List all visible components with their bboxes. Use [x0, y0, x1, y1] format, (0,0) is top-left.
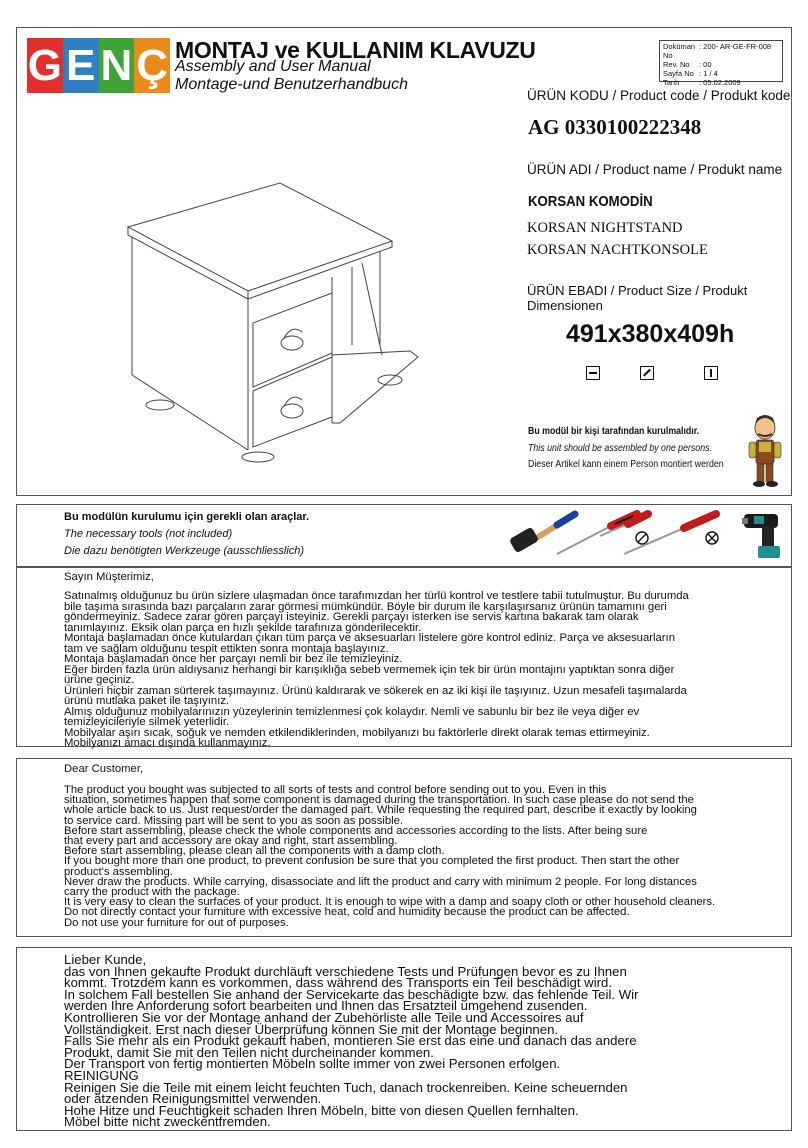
text-line: whole article back to us. Just request/order the damaged part. While requesting the required part, describe it exactly by looking	[64, 804, 697, 817]
text-line: Almış olduğunuz mobilyalarınızın yüzeylerinin temizlenmesi çok kolaydır. Nemli ve sabunlu bir bez ile veya diğer ev	[64, 705, 640, 718]
doc-info-key: Sayfa No	[663, 69, 694, 78]
product-size-label: ÜRÜN EBADI / Product Size / Produkt Dimensionen	[527, 283, 748, 313]
text-line: göndermeyiniz. Sadece zarar gören parçayı isteyiniz. Gerekli parçayı isterken ise servis kartına bakarak tam olarak	[64, 611, 639, 623]
text-line: temizleyicileriyle silmek yeterlidir.	[64, 716, 230, 728]
doc-info-key: Rev. No	[663, 60, 690, 69]
document-title: MONTAJ ve KULLANIM KLAVUZU	[175, 37, 536, 63]
text-line: situation, sometimes happen that some component is damaged during the transportation. In such case please do not send the	[64, 794, 694, 807]
logo-letter: Ç	[134, 38, 170, 93]
doc-info-row	[663, 60, 779, 69]
text-line: REINIGUNG	[64, 1068, 139, 1083]
text-line: Satınalmış olduğunuz bu ürün sizlere ulaşmadan önce tarafımızdan her türlü kontrol ve testlere tabii tutulmuştur. Bu durumda	[64, 590, 689, 602]
document-info-box	[659, 40, 783, 87]
height-dimension-icon	[704, 366, 718, 380]
text-line: Möbel bitte nicht zweckentfremden.	[64, 1114, 271, 1130]
text-line: Vollständigkeit. Erst nach dieser Überprüfung können Sie mit der Montage beginnen.	[64, 1021, 559, 1037]
product-code-label: ÜRÜN KODU / Product code / Produkt kode	[527, 88, 791, 103]
text-line: Montaja başlamadan önce kutulardan çıkan tüm parça ve aksesuarları listelere göre kontrol ediniz. Parça ve aksesuarların	[64, 632, 675, 644]
doc-info-key: Tarih	[663, 78, 680, 87]
text-line: Ürünleri hiçbir zaman sürterek taşımayınız. Ürünü kaldırarak ve sökerek en az iki kişi ile taşıyınız. Uzun mesafeli taşımalarda	[64, 684, 687, 697]
product-name-de: KORSAN NACHTKONSOLE	[527, 242, 708, 258]
text-line: to service card. Missing part will be sent to you as soon as possible.	[64, 814, 404, 827]
product-name-tr: KORSAN KOMODİN	[528, 193, 653, 210]
drill-icon	[740, 508, 784, 560]
text-line: The product you bought was subjected to all sorts of tests and control before sending out to you. Even in this	[64, 784, 607, 796]
text-line: ürüne geçiniz.	[64, 674, 135, 686]
text-line: Never draw the products. While carrying, disassociate and lift the product and carry with minimum 2 people. For long distances	[64, 875, 697, 888]
brand-logo	[27, 38, 170, 93]
nightstand-illustration	[120, 175, 420, 465]
doc-info-row	[663, 78, 779, 87]
text-line: Hohe Hitze und Feuchtigkeit schaden Ihren Möbeln, bitte von diesen Quellen fernhalten.	[64, 1102, 579, 1118]
text-line: Reinigen Sie die Teile mit einem leicht feuchten Tuch, danach trockenreiben. Keine scheuernden	[64, 1079, 628, 1095]
logo-letter: N	[99, 38, 135, 93]
text-line: Produkt, damit Sie mit den Teilen nicht durcheinander kommen.	[64, 1044, 434, 1060]
subtitle-english: Assembly and User Manual	[175, 58, 371, 75]
doc-info-value: : 05.02.2009	[699, 78, 741, 87]
text-line: oder ätzenden Reinigungsmittel verwenden.	[64, 1091, 322, 1107]
text-line: werden Ihre Anforderung sofort bearbeiten und Ihnen das Ersatzteil umgehend zusenden.	[64, 998, 588, 1014]
tools-heading-de: Die dazu benötigten Werkzeuge (ausschliesslich)	[64, 545, 305, 557]
text-line: tam ve sağlam olduğunu tespit ettikten sonra montaja başlayınız.	[64, 642, 389, 655]
text-line: Mobilyalar aşırı sıcak, soğuk ve nemden etkilendiklerinden, mobilyanızı bu faktörlerle direkt olarak temas ettirmeyiniz.	[64, 726, 650, 739]
product-name-label: ÜRÜN ADI / Product name / Produkt name	[527, 162, 783, 177]
product-size: 491x380x409h	[566, 320, 735, 348]
text-line: Falls Sie mehr als ein Produkt gekauft haben, montieren Sie erst das eine und danach das andere	[64, 1033, 637, 1049]
no-phillips-screwdriver-icon	[620, 508, 730, 560]
text-line: In solchem Fall bestellen Sie anhand der Servicekarte das beschädigte bzw. das fehlende Teil. Wir	[64, 986, 639, 1002]
text-line: If you bought more than one product, to prevent confusion be sure that you completed the first product. Then start the other	[64, 855, 680, 868]
one-person-note-tr: Bu modül bir kişi tarafından kurulmalıdır.	[528, 426, 700, 437]
doc-info-value: : 00	[699, 60, 712, 69]
product-code: AG 0330100222348	[528, 115, 702, 139]
tools-heading-tr: Bu modülün kurulumu için gerekli olan araçlar.	[64, 511, 310, 523]
doc-info-value: : 200- AR-GE-FR-008	[699, 42, 772, 51]
logo-letter: E	[63, 38, 99, 93]
text-line: carry the product with the package.	[64, 886, 240, 898]
tools-heading-en: The necessary tools (not included)	[64, 528, 233, 540]
doc-info-value: : 1 / 4	[699, 69, 718, 78]
text-line: that every part and accessory are okay and right, start assembling.	[64, 835, 398, 847]
text-line: Do not use your furniture for out of purposes.	[64, 916, 289, 929]
text-line: Do not directly contact your furniture with excessive heat, cold and humidity because the product can be affected.	[64, 906, 630, 919]
one-person-note-en: This unit should be assembled by one persons.	[528, 443, 712, 454]
turkish-greeting: Sayın Müşterimiz,	[64, 571, 154, 583]
subtitle-german: Montage-und Benutzerhandbuch	[175, 76, 409, 93]
text-line: Eğer birden fazla ürün aldıysanız herhangi bir karışıklığa sebeb vermemek için tek bir ürün montajını yaptıktan sonra diğer	[64, 663, 675, 676]
text-line: Mobilyanızı amacı dışında kullanmayınız.	[64, 737, 271, 749]
doc-info-row	[663, 69, 779, 78]
doc-info-key: Doküman No	[663, 42, 696, 60]
one-person-note-de: Dieser Artikel kann einem Person montiert werden	[528, 459, 724, 470]
logo-letter: G	[27, 38, 63, 93]
text-line: bile taşıma sırasında bazı parçaların zarar görmesi mümkündür. Böyle bir durum ile karşılaşırsanız ürünün tamamını geri	[64, 600, 667, 613]
text-line: ürünü mutlaka paket ile taşıyınız.	[64, 695, 230, 707]
text-line: tanımlayınız. Eksik olan parça en hızlı şekilde tarafınıza gönderilecektir.	[64, 621, 422, 634]
text-line: Lieber Kunde,	[64, 952, 147, 967]
english-greeting: Dear Customer,	[64, 763, 144, 775]
text-line: Montaja başlamadan önce her parçayı nemli bir bez ile temizleyiniz.	[64, 653, 403, 665]
product-name-en: KORSAN NIGHTSTAND	[527, 220, 683, 236]
text-line: Kontrollieren Sie vor der Montage anhand der Zubehörliste alle Teile und Accessoires auf	[64, 1010, 584, 1025]
width-dimension-icon	[586, 366, 600, 380]
depth-dimension-icon	[640, 366, 654, 380]
worker-mascot-icon	[745, 414, 785, 489]
text-line: Before start assembling, please clean all the components with a damp cloth.	[64, 845, 445, 858]
text-line: It is very easy to clean the surfaces of your product. It is enough to wipe with a damp and soapy cloth or other household cleaners.	[64, 896, 716, 909]
text-line: Der Transport von fertig montierten Möbeln sollte immer von zwei Personen erfolgen.	[64, 1056, 561, 1072]
text-line: product's assembling.	[64, 865, 173, 878]
text-line: das von Ihnen gekaufte Produkt durchläuft verschiedene Tests und Prüfungen bevor es zu Ihnen	[64, 963, 627, 979]
text-line: Before start assembling, please check the whole components and accessories according to the lists. After being sure	[64, 824, 648, 837]
text-line: kommt. Trotzdem kann es vorkommen, dass während des Transports ein Teil beschädigt wird.	[64, 975, 613, 991]
doc-info-row	[663, 42, 779, 60]
